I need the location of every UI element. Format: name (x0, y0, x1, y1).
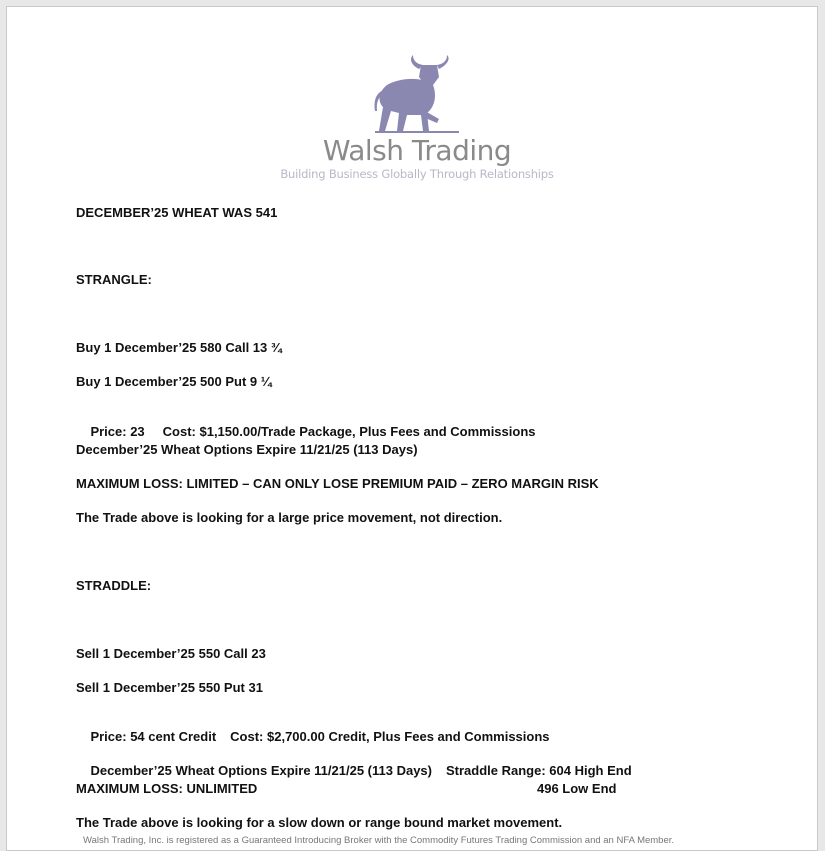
straddle-max-loss: MAXIMUM LOSS: UNLIMITED (76, 781, 258, 796)
straddle-expiry: December’25 Wheat Options Expire 11/21/25 (113 Days) (90, 763, 432, 778)
document-page (6, 6, 818, 851)
strangle-cost: Cost: $1,150.00/Trade Package, Plus Fees and Commissions (162, 424, 536, 439)
straddle-leg-call: Sell 1 December’25 550 Call 23 (76, 646, 266, 661)
brand-tagline: Building Business Globally Through Relationships (280, 167, 554, 181)
strangle-leg-put: Buy 1 December’25 500 Put 9 ¼ (76, 374, 272, 389)
straddle-range-high: Straddle Range: 604 High End (446, 763, 632, 778)
page-footer: Walsh Trading, Inc. is registered as a Guaranteed Introducing Broker with the Commodity Futures Trading Commission and an NFA Member. (83, 835, 675, 846)
brand-name: Walsh Trading (322, 134, 512, 167)
straddle-price: Price: 54 cent Credit (90, 729, 217, 744)
straddle-note: The Trade above is looking for a slow down or range bound market movement. (76, 815, 563, 830)
strangle-max-loss: MAXIMUM LOSS: LIMITED – CAN ONLY LOSE PREMIUM PAID – ZERO MARGIN RISK (76, 476, 599, 491)
straddle-leg-put: Sell 1 December’25 550 Put 31 (76, 680, 263, 695)
bull-icon (367, 55, 467, 133)
market-heading: DECEMBER’25 WHEAT WAS 541 (76, 205, 278, 220)
strangle-title: STRANGLE: (76, 272, 152, 287)
straddle-cost: Cost: $2,700.00 Credit, Plus Fees and Commissions (230, 729, 550, 744)
strangle-expiry: December’25 Wheat Options Expire 11/21/25 (113 Days) (76, 442, 418, 457)
strangle-price: Price: 23 (90, 424, 145, 439)
company-logo (277, 55, 557, 195)
strangle-note: The Trade above is looking for a large price movement, not direction. (76, 510, 503, 525)
strangle-leg-call: Buy 1 December’25 580 Call 13 ¾ (76, 340, 282, 355)
straddle-title: STRADDLE: (76, 578, 152, 593)
straddle-range-low: 496 Low End (537, 781, 617, 796)
